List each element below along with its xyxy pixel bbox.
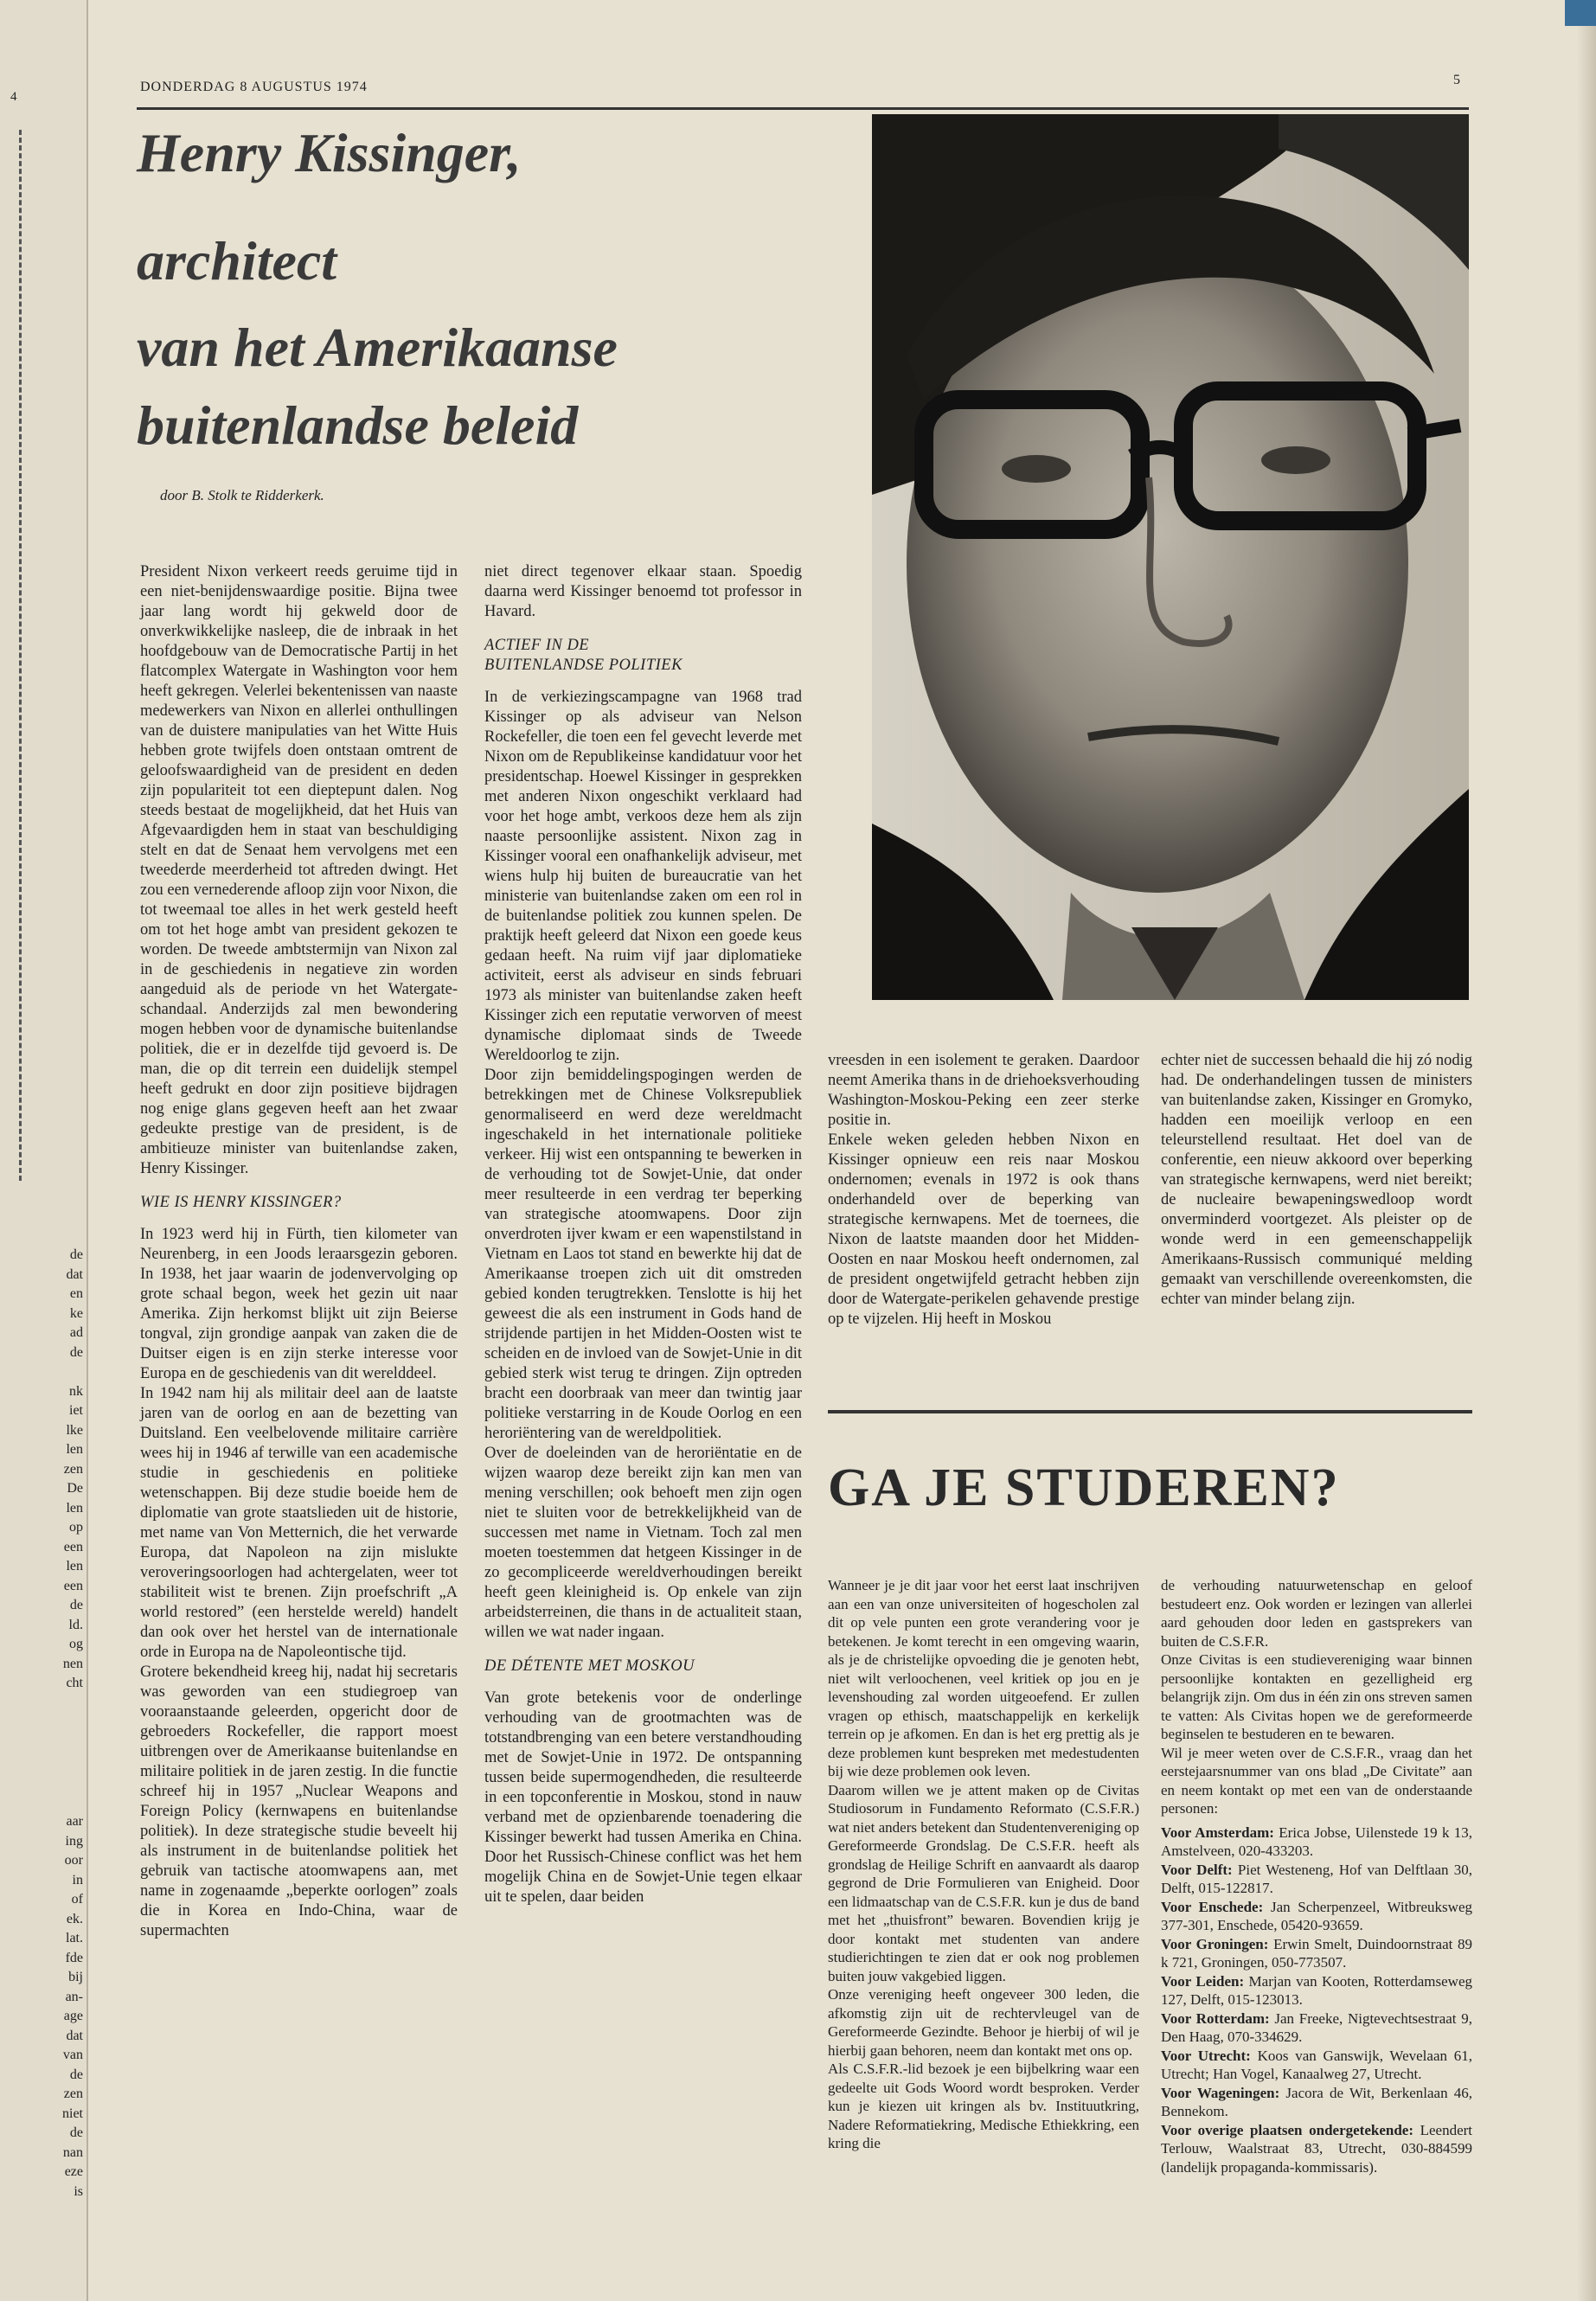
advert-title: GA JE STUDEREN? bbox=[828, 1458, 1340, 1517]
contact-details: Piet Westeneng, Hof van Delftlaan 30, Delft, 015-122817. bbox=[1161, 1861, 1473, 1896]
contact-details: Jan Scherpenzeel, Witbreuksweg 377-301, Enschede, 05420-93659. bbox=[1161, 1898, 1472, 1933]
paragraph: Daarom willen we je attent maken op de Civitas Studiosorum in Fundamento Reformato (C.S.F.R.) wat niet anders betekent dan Studentenvereniging op Gereformeerde Grondslag. De C.S.F.R. heeft als grondslag de Heilige Schrift en aanvaardt als daarop gegrond de Drie Formulieren van Enigheid. Door een lidmaatschap van de C.S.F.R. kun je dus de band met het „thuisfront” bewaren. Bovendien krijg je door kontakt met studenten van andere studierichtingen te zien dat er ook nog problemen buiten jouw vakgebied liggen. bbox=[828, 1781, 1139, 1984]
left-page-text-fragment: in bbox=[72, 1872, 83, 1888]
contact-details: Leendert Terlouw, Waalstraat 83, Utrecht, 030-884599 (landelijk propaganda-kommissaris). bbox=[1161, 2121, 1473, 2176]
headline-line-4: buitenlandse beleid bbox=[137, 394, 579, 456]
left-page-text-fragment: ke bbox=[69, 1305, 83, 1321]
contact-entry bbox=[1161, 1935, 1472, 1972]
left-page-text-fragment: og bbox=[69, 1637, 83, 1651]
paragraph: In de verkiezingscampagne van 1968 trad Kissinger op als adviseur van Nelson Rockefeller, die toen een fel gevecht leverde met Nixon om de Republikeinse kandidatuur voor het presidentschap. Hoewel Kissinger in gesprekken met anderen Nixon ongeschikt verklaard had voor het hoge ambt, verkoos deze hem als zijn naaste persoonlijke assistent. Nixon zag in Kissinger vooral een onafhankelijk adviseur, met wiens hulp hij buiten de bureaucratie van het ministerie van buitenlandse zaken om een rol in de buitenlandse politiek zou kunnen spelen. De praktijk heeft geleerd dat Nixon een goede keus gedaan heeft. Na ruim vijf jaar diplomatieke activiteit, eerst als adviseur en sinds februari 1973 als minister van buitenlandse zaken heeft Kissinger zich een reputatie verworven of meest dynamische diplomaat sinds de Tweede Wereldoorlog te zijn. bbox=[484, 689, 802, 1064]
paragraph: Door zijn bemiddelingspogingen werden de betrekkingen met de Chinese Volksrepubliek genormaliseerd en werd deze wereldmacht ingeschakeld in het internationale politieke verkeer. Hij wist een ontspanning te bewerken in de verhouding tot de Sowjet-Unie, dat onder meer resulteerde in een verdrag ter beperking van strategische atoomwapens. Door zijn onverdroten ijver kwam er een wapenstilstand in Vietnam en Laos tot stand en bewerkte hij dat de Amerikaanse troepen zich uit dit omstreden gebied konden terugtrekken. Tenslotte is hij het geweest die als een instrument in Gods hand de strijdende partijen in het Midden-Oosten wist te scheiden en de invloed van de Sowjet-Unie in dit gebied sterk wist terug te dringen. Zijn optreden bracht een doorbraak van meer dan twintig jaar politieke verstarring in de Koude Oorlog en een heroriëntering van de wereldpolitiek. bbox=[484, 1067, 802, 1442]
left-page-text-fragment: bij bbox=[68, 1970, 83, 1984]
contact-entry bbox=[1161, 1972, 1472, 2009]
left-page-text-fragment: nan bbox=[62, 2144, 83, 2160]
contact-details: Erwin Smelt, Duindoornstraat 89 k 721, Groningen, 050-773507. bbox=[1161, 1935, 1472, 1971]
left-page-text-fragment: van bbox=[62, 2048, 83, 2062]
contact-details: Marjan van Kooten, Rotterdamseweg 127, Delft, 015-123013. bbox=[1161, 1972, 1472, 2008]
left-page-text-fragment: de bbox=[69, 2067, 83, 2082]
left-page-text-fragment: len bbox=[66, 1559, 83, 1574]
left-page-text-fragment: op bbox=[69, 1520, 83, 1535]
subheading-who-is-kissinger: WIE IS HENRY KISSINGER? bbox=[140, 1194, 342, 1211]
paragraph: Over de doeleinden van de heroriëntatie en de wijzen waarop deze bereikt zijn kan men van mening verschillen; ook behoeft men zijn ogen niet te sluiten voor de betrekkelijkheid van de successen met name in Vietnam. Toch zal men moeten toestemmen dat hetgeen Kissinger in de zo gecompliceerde wereldverhoudingen bereikt heeft geen kleinigheid is. Op enkele van zijn arbeidsterreinen, die thans in de actualiteit staan, willen we wat nader ingaan. bbox=[484, 1445, 802, 1641]
contact-city: Voor Wageningen: bbox=[1161, 2084, 1280, 2101]
left-page-text-fragment: nen bbox=[62, 1656, 83, 1671]
contact-city: Voor Delft: bbox=[1161, 1861, 1233, 1878]
contact-city: Voor Utrecht: bbox=[1161, 2047, 1251, 2064]
left-page-text-fragment: ld. bbox=[68, 1617, 83, 1632]
page-number: 5 bbox=[1453, 73, 1460, 87]
left-page-text-fragment: cht bbox=[66, 1676, 83, 1690]
left-page-text-fragment: len bbox=[66, 1500, 83, 1516]
portrait-photo-henry-kissinger bbox=[872, 114, 1469, 1000]
paragraph: echter niet de successen behaald die hij zó nodig had. De onderhandelingen tussen de ministers van buitenlandse zaken, Kissinger en Gromyko, hadden een moeilijk verloop en een teleurstellend resultaat. Het doel van de conferentie, een nieuw akkoord over beperking van strategische kernwapens, werd niet bereikt; de nucleaire bewapeningswedloop wordt onverminderd voortgezet. Als pleister op de wonde werd in een gemeenschappelijk Amerikaans-Russisch communiqué melding gemaakt van verschillende overeenkomsten, die echter van minder belang zijn. bbox=[1161, 1052, 1472, 1308]
left-page-text-fragment: niet bbox=[62, 2106, 83, 2121]
portrait-image bbox=[872, 114, 1469, 1000]
advert-column-1 bbox=[828, 1576, 1139, 2153]
left-page-text-fragment: zen bbox=[63, 1461, 83, 1477]
headline-line-3: van het Amerikaanse bbox=[137, 317, 618, 378]
left-page-text-fragment: een bbox=[63, 1578, 83, 1593]
contact-entry bbox=[1161, 1898, 1472, 1935]
left-page-text-fragment: eze bbox=[64, 2164, 83, 2179]
byline: door B. Stolk te Ridderkerk. bbox=[160, 487, 324, 503]
contact-entry bbox=[1161, 2121, 1472, 2177]
left-page-text-fragment: lat. bbox=[66, 1931, 83, 1945]
left-page-text-fragment: lke bbox=[66, 1422, 83, 1438]
contact-entry bbox=[1161, 1823, 1472, 1861]
left-page-text-fragment: de bbox=[69, 1247, 83, 1262]
paragraph: Onze Civitas is een studievereniging waar binnen persoonlijke kontakten en gezelligheid erg belangrijk zijn. Om dus in één zin ons streven samen te vatten: Als Civitas hopen we de gereformeerde beginselen te bestuderen en te bewaren. bbox=[1161, 1651, 1472, 1742]
left-page-text-fragment: an- bbox=[65, 1989, 83, 2004]
contact-list bbox=[1161, 1823, 1472, 2177]
contact-city: Voor Groningen: bbox=[1161, 1935, 1269, 1952]
paragraph: niet direct tegenover elkaar staan. Spoedig daarna werd Kissinger benoemd tot professor in Havard. bbox=[484, 563, 802, 620]
advert-column-2 bbox=[1161, 1576, 1472, 2176]
contact-city: Voor Leiden: bbox=[1161, 1972, 1245, 1990]
left-page-text-fragment: en bbox=[69, 1286, 83, 1301]
left-page-text-fragment: een bbox=[63, 1539, 83, 1554]
contact-entry bbox=[1161, 2047, 1472, 2084]
left-page-number: 4 bbox=[10, 90, 17, 104]
paragraph: Van grote betekenis voor de onderlinge verhouding van de grootmachten was de totstandbrenging van een betere verstandhouding met de Sowjet-Unie in 1972. De ontspanning tussen beide supermogendheden, die resulteerde in een topconferentie in Moskou, stond in nauw verband met de opzienbarende toenadering die Kissinger bewerkt had tussen Amerika en China. Door het Russisch-Chinese conflict was het hem mogelijk China en de Sowjet-Unie tegen elkaar uit te spelen, daar beiden bbox=[484, 1689, 802, 1906]
left-page-text-fragment: iet bbox=[69, 1403, 83, 1418]
paragraph: President Nixon verkeert reeds geruime tijd in een niet-benijdenswaardige positie. Bijna twee jaar lang wordt hij gekweld door de onverkwikkelijke nasleep, die de inbraak in het hoofdgebouw van de Democratische Partij in het flatcomplex Watergate in Washington voor hem heeft gekregen. Velerlei bekentenissen van naaste medewerkers van Nixon en allerlei onthullingen van de duistere manipulaties van het Witte Huis hebben grote twijfels doen ontstaan omtrent de geloofswaardigheid van de president en deden zijn populariteit tot een dieptepunt dalen. Nog steeds bestaat de mogelijkheid, dat het Huis van Afgevaardigden hem in staat van beschuldiging stelt en dat de Senaat hem vervolgens met een tweederde meerderheid tot aftreden dwingt. Het zou een vernederende afloop zijn voor Nixon, die tot tweemaal toe alles in het werk gesteld heeft om tot het hoge ambt van president gekozen te worden. De tweede ambtstermijn van Nixon zal in de geschiedenis in negatieve zin worden aangeduid als de periode vn het Watergate-schandaal. Anderzijds zal men bewondering mogen hebben voor de dynamische buitenlandse politiek, die er in dezelfde tijd gevoerd is. De man, die op dit terrein een duidelijk stempel heeft gedrukt en door zijn positieve bijdragen nog enige glans gegeven heeft aan het zwaar gedeukte prestige van de president, is de ambitieuze minister van buitenlandse zaken, Henry Kissinger. bbox=[140, 563, 458, 1177]
subheading-buitenlandse-politiek: BUITENLANDSE POLITIEK bbox=[484, 657, 683, 674]
left-page-text-fragment: len bbox=[66, 1442, 83, 1457]
contact-city: Voor Enschede: bbox=[1161, 1898, 1264, 1915]
paragraph: vreesden in een isolement te geraken. Daardoor neemt Amerika thans in de driehoeksverhouding Washington-Moskou-Peking een zeer sterke positie in. bbox=[828, 1052, 1139, 1129]
paragraph: de verhouding natuurwetenschap en geloof bestudeert enz. Ook worden er lezingen van allerlei aard gehouden door leden en gastsprekers van buiten de C.S.F.R. bbox=[1161, 1577, 1472, 1650]
contact-details: Jacora de Wit, Berkenlaan 46, Bennekom. bbox=[1161, 2084, 1472, 2119]
headline-line-2: architect bbox=[137, 230, 337, 292]
paragraph: In 1942 nam hij als militair deel aan de laatste jaren van de oorlog en aan de bezetting van Duitsland. Een veelbelovende militaire carrière wees hij in 1946 af terwille van een academische studie in geschiedenis en politieke wetenschappen. Bij deze studie boeide hem de diplomatie van grote staatslieden uit de historie, met name van Von Metternich, die het verwarde Europa, dat Napoleon na zijn mislukte veroveringsoorlogen had achtergelaten, weer tot stabiliteit wist te brenen. Zijn proefschrift „A world restored” (een herstelde wereld) handelt dan ook over het herstel van de internationale orde in Europa na de Napoleontische tijd. bbox=[140, 1385, 458, 1661]
contact-details: Erica Jobse, Uilenstede 19 k 13, Amstelveen, 020-433203. bbox=[1161, 1823, 1472, 1859]
left-page-text-fragment: ek. bbox=[66, 1911, 83, 1926]
contact-city: Voor Amsterdam: bbox=[1161, 1823, 1274, 1841]
subheading-detente: DE DÉTENTE MET MOSKOU bbox=[484, 1657, 695, 1675]
left-page-text-fragment: is bbox=[74, 2183, 83, 2199]
contact-city: Voor Rotterdam: bbox=[1161, 2009, 1270, 2027]
contact-details: Koos van Ganswijk, Wevelaan 61, Utrecht; Han Vogel, Kanaalweg 27, Utrecht. bbox=[1161, 2047, 1473, 2082]
page-edge-shadow bbox=[1577, 26, 1596, 2301]
left-page-text-fragment: aar bbox=[66, 1814, 83, 1829]
paragraph: Wil je meer weten over de C.S.F.R., vraag dan het eerstejaarsnummer van ons blad „De Civitate” aan en neem kontakt op met een van de onderstaande personen: bbox=[1161, 1744, 1472, 1817]
left-page-text-fragment: fde bbox=[65, 1950, 83, 1965]
article-column-1 bbox=[140, 562, 458, 1941]
left-page-text-fragment: nk bbox=[69, 1383, 83, 1399]
contact-details: Jan Freeke, Nigtevechtsestraat 9, Den Haag, 070-334629. bbox=[1161, 2009, 1472, 2045]
paragraph: Grotere bekendheid kreeg hij, nadat hij secretaris was geworden van een studiegroep van vooraanstaande geleerden, opgericht door de gebroeders Rockefeller, die rapport moest uitbrengen over de Amerikaanse buitenlandse en militaire politiek in de jaren zestig. In die functie schreef hij in 1957 „Nuclear Weapons and Foreign Policy (kernwapens en buitenlandse politiek). In deze strategische studie beveelt hij als instrument in de buitenlandse politiek het gebruik van tactische atoomwapens aan, met name in zogenaamde „beperkte oorlogen” zoals die in Korea en Indo-China, waar de supermachten bbox=[140, 1663, 458, 1939]
left-page-text-fragment: dat bbox=[66, 2028, 83, 2043]
section-divider bbox=[828, 1410, 1472, 1413]
left-page-text-fragment: oor bbox=[64, 1853, 83, 1868]
paragraph: Als C.S.F.R.-lid bezoek je een bijbelkring waar een gedeelte uit Gods Woord wordt besproken. Verder kun je kiezen uit kringen als bv. Instituutkring, Nadere Reformatiekring, Medische Ethiekkring, een kring die bbox=[828, 2061, 1139, 2151]
page-tab-marker bbox=[1565, 0, 1596, 26]
left-page-text-fragment: de bbox=[69, 1598, 83, 1612]
headline-line-1: Henry Kissinger, bbox=[137, 122, 522, 183]
header-rule bbox=[137, 107, 1469, 110]
issue-date: DONDERDAG 8 AUGUSTUS 1974 bbox=[140, 80, 368, 94]
paragraph: Enkele weken geleden hebben Nixon en Kissinger opnieuw een reis naar Moskou ondernomen; evenals in 1972 is ook thans onderhandeld over de beperking van strategische kernwapens. Met de toernees, die Nixon de laatste maanden door het Midden-Oosten en naar Moskou heeft ondernomen, zal de president ongetwijfeld getracht hebben zijn door de Watergate-perikelen gehavende prestige op te vijzelen. Hij heeft in Moskou bbox=[828, 1131, 1139, 1328]
article-column-2 bbox=[484, 562, 802, 1907]
left-page-text-fragment: age bbox=[63, 2009, 83, 2023]
left-page-text-fragment: dat bbox=[66, 1266, 83, 1282]
left-page-text-fragment: zen bbox=[63, 2086, 83, 2101]
left-page-text-fragment: ad bbox=[69, 1325, 83, 1340]
left-page-text-fragment: of bbox=[71, 1892, 83, 1907]
article-column-3 bbox=[828, 1051, 1139, 1330]
contact-entry bbox=[1161, 2009, 1472, 2047]
left-page-text-fragment: de bbox=[69, 1344, 83, 1360]
adjacent-page-edge bbox=[0, 0, 88, 2301]
paragraph: Wanneer je je dit jaar voor het eerst laat inschrijven aan een van onze universiteiten of hogescholen zal dit op vele punten een grote verandering voor je betekenen. Je komt terecht in een omgeving waarin, als je de christelijke opvoeding die je genoten hebt, niet wilt verloochenen, veel kritiek op jou en je levenshouding zal worden uitgeoefend. Er zullen vragen op ethisch, maatschappelijk en kerkelijk terrein op je afkomen. En dan is het erg prettig als je deze problemen kunt bespreken met medestudenten bij wie deze problemen ook leven. bbox=[828, 1577, 1139, 1779]
left-page-text-fragment: de bbox=[69, 2125, 83, 2140]
contact-entry bbox=[1161, 2084, 1472, 2121]
subheading-actief: ACTIEF IN DE bbox=[484, 637, 590, 654]
left-page-text-fragment: De bbox=[67, 1481, 83, 1496]
left-page-text-fragment: ing bbox=[65, 1833, 83, 1849]
left-page-border bbox=[5, 130, 22, 1181]
contact-city: Voor overige plaatsen ondergetekende: bbox=[1161, 2121, 1413, 2138]
paragraph: In 1923 werd hij in Fürth, tien kilometer van Neurenberg, in een Joods leraarsgezin geboren. In 1938, het jaar waarin de jodenvervolging op grote schaal begon, week het gezin uit naar Amerika. Zijn herkomst blijkt uit zijn Beierse tongval, zijn grondige aanpak van zaken die de Duitser eigen is en zijn sterke interesse voor Europa en de geschiedenis van dit werelddeel. bbox=[140, 1226, 458, 1382]
paragraph: Onze vereniging heeft ongeveer 300 leden, die afkomstig zijn uit de rechtervleugel van de Gereformeerde Gezindte. Behoor je hierbij of wil je hierbij gaan behoren, neem dan kontakt met ons op. bbox=[828, 1986, 1139, 2059]
contact-entry bbox=[1161, 1861, 1472, 1898]
article-column-4 bbox=[1161, 1051, 1472, 1310]
